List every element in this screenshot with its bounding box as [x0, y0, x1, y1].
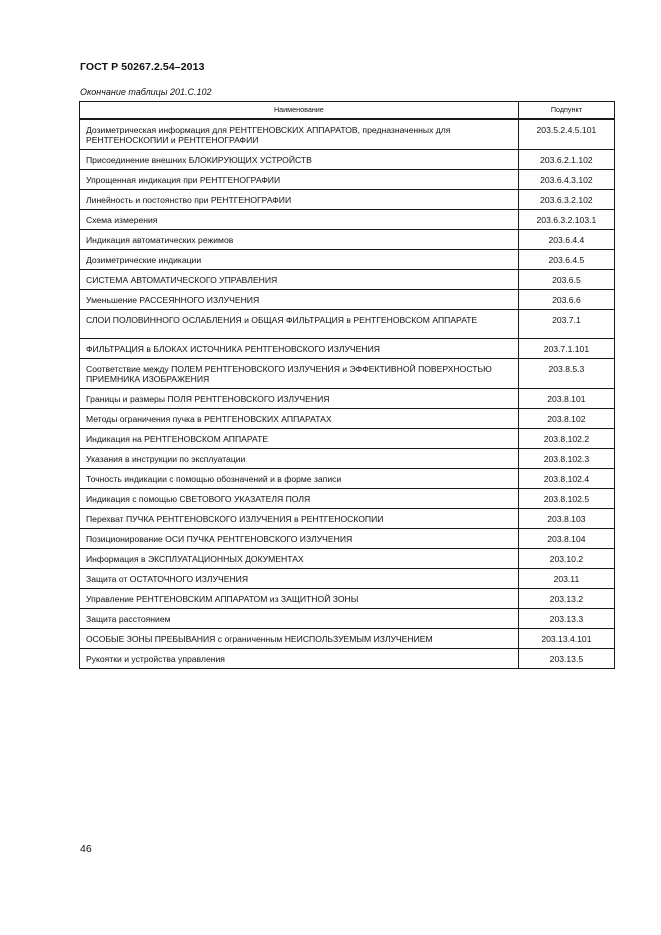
row-subclause: 203.6.4.5 — [518, 250, 614, 270]
row-name: Линейность и постоянство при РЕНТГЕНОГРАФИИ — [80, 190, 519, 210]
table-row — [80, 469, 615, 489]
row-subclause: 203.6.6 — [518, 290, 614, 310]
subclause-reference-table — [79, 101, 615, 669]
row-name: СИСТЕМА АВТОМАТИЧЕСКОГО УПРАВЛЕНИЯ — [80, 270, 519, 290]
row-name: Индикация с помощью СВЕТОВОГО УКАЗАТЕЛЯ ПОЛЯ — [80, 489, 519, 509]
row-subclause: 203.6.2.1.102 — [518, 150, 614, 170]
row-name: Позиционирование ОСИ ПУЧКА РЕНТГЕНОВСКОГО ИЗЛУЧЕНИЯ — [80, 529, 519, 549]
table-caption: Окончание таблицы 201.С.102 — [80, 87, 212, 97]
row-name: ФИЛЬТРАЦИЯ в БЛОКАХ ИСТОЧНИКА РЕНТГЕНОВСКОГО ИЗЛУЧЕНИЯ — [80, 339, 519, 359]
row-name: Методы ограничения пучка в РЕНТГЕНОВСКИХ АППАРАТАХ — [80, 409, 519, 429]
table-row — [80, 290, 615, 310]
table-row — [80, 449, 615, 469]
row-subclause: 203.10.2 — [518, 549, 614, 569]
row-subclause: 203.6.3.2.102 — [518, 190, 614, 210]
row-name: Уменьшение РАССЕЯННОГО ИЗЛУЧЕНИЯ — [80, 290, 519, 310]
row-subclause: 203.8.101 — [518, 389, 614, 409]
column-header-name: Наименование — [80, 102, 519, 120]
row-name: Защита от ОСТАТОЧНОГО ИЗЛУЧЕНИЯ — [80, 569, 519, 589]
row-name: Защита расстоянием — [80, 609, 519, 629]
row-subclause: 203.8.102.2 — [518, 429, 614, 449]
row-name: Указания в инструкции по эксплуатации — [80, 449, 519, 469]
row-name: Соответствие между ПОЛЕМ РЕНТГЕНОВСКОГО ИЗЛУЧЕНИЯ и ЭФФЕКТИВНОЙ ПОВЕРХНОСТЬЮ ПРИЕМНИКА ИЗОБРАЖЕНИЯ — [80, 359, 519, 389]
table-row — [80, 210, 615, 230]
row-subclause: 203.8.102 — [518, 409, 614, 429]
row-name: Индикация автоматических режимов — [80, 230, 519, 250]
row-name: Границы и размеры ПОЛЯ РЕНТГЕНОВСКОГО ИЗЛУЧЕНИЯ — [80, 389, 519, 409]
table-row — [80, 589, 615, 609]
row-subclause: 203.11 — [518, 569, 614, 589]
row-name: Упрощенная индикация при РЕНТГЕНОГРАФИИ — [80, 170, 519, 190]
row-subclause: 203.8.102.5 — [518, 489, 614, 509]
table-row — [80, 609, 615, 629]
table-row — [80, 190, 615, 210]
table-header-row — [80, 102, 615, 120]
row-subclause: 203.8.102.4 — [518, 469, 614, 489]
row-subclause: 203.7.1 — [518, 310, 614, 339]
table-row — [80, 569, 615, 589]
table-row — [80, 119, 615, 150]
row-name: Точность индикации с помощью обозначений и в форме записи — [80, 469, 519, 489]
row-subclause: 203.6.5 — [518, 270, 614, 290]
table-row — [80, 429, 615, 449]
row-name: Дозиметрическая информация для РЕНТГЕНОВСКИХ АППАРАТОВ, предназначенных для РЕНТГЕНОСКОПИИ и РЕНТГЕНОГРАФИИ — [80, 119, 519, 150]
table-row — [80, 230, 615, 250]
table-row — [80, 359, 615, 389]
row-subclause: 203.13.2 — [518, 589, 614, 609]
row-name: Управление РЕНТГЕНОВСКИМ АППАРАТОМ из ЗАЩИТНОЙ ЗОНЫ — [80, 589, 519, 609]
row-name: Дозиметрические индикации — [80, 250, 519, 270]
table-row — [80, 509, 615, 529]
row-subclause: 203.7.1.101 — [518, 339, 614, 359]
row-subclause: 203.6.3.2.103.1 — [518, 210, 614, 230]
row-name: СЛОИ ПОЛОВИННОГО ОСЛАБЛЕНИЯ и ОБЩАЯ ФИЛЬТРАЦИЯ в РЕНТГЕНОВСКОМ АППАРАТЕ — [80, 310, 519, 339]
row-subclause: 203.8.102.3 — [518, 449, 614, 469]
row-subclause: 203.5.2.4.5.101 — [518, 119, 614, 150]
row-subclause: 203.13.3 — [518, 609, 614, 629]
row-name: Перехват ПУЧКА РЕНТГЕНОВСКОГО ИЗЛУЧЕНИЯ в РЕНТГЕНОСКОПИИ — [80, 509, 519, 529]
row-name: Информация в ЭКСПЛУАТАЦИОННЫХ ДОКУМЕНТАХ — [80, 549, 519, 569]
table-row — [80, 270, 615, 290]
table-row — [80, 489, 615, 509]
table-row — [80, 339, 615, 359]
table-row — [80, 170, 615, 190]
document-header: ГОСТ Р 50267.2.54–2013 — [80, 61, 205, 73]
row-name: Индикация на РЕНТГЕНОВСКОМ АППАРАТЕ — [80, 429, 519, 449]
row-name: Присоединение внешних БЛОКИРУЮЩИХ УСТРОЙСТВ — [80, 150, 519, 170]
row-subclause: 203.8.104 — [518, 529, 614, 549]
table-row — [80, 250, 615, 270]
table-row — [80, 529, 615, 549]
page-number: 46 — [80, 843, 92, 855]
table-row — [80, 549, 615, 569]
table-row — [80, 409, 615, 429]
row-name: Рукоятки и устройства управления — [80, 649, 519, 669]
row-name: Схема измерения — [80, 210, 519, 230]
table-row — [80, 389, 615, 409]
column-header-subclause: Подпункт — [518, 102, 614, 120]
row-subclause: 203.13.4.101 — [518, 629, 614, 649]
row-subclause: 203.6.4.4 — [518, 230, 614, 250]
row-subclause: 203.6.4.3.102 — [518, 170, 614, 190]
table-row — [80, 649, 615, 669]
row-subclause: 203.8.5.3 — [518, 359, 614, 389]
row-subclause: 203.13.5 — [518, 649, 614, 669]
row-name: ОСОБЫЕ ЗОНЫ ПРЕБЫВАНИЯ с ограниченным НЕИСПОЛЬЗУЕМЫМ ИЗЛУЧЕНИЕМ — [80, 629, 519, 649]
table-row — [80, 310, 615, 339]
table-row — [80, 629, 615, 649]
table-row — [80, 150, 615, 170]
row-subclause: 203.8.103 — [518, 509, 614, 529]
